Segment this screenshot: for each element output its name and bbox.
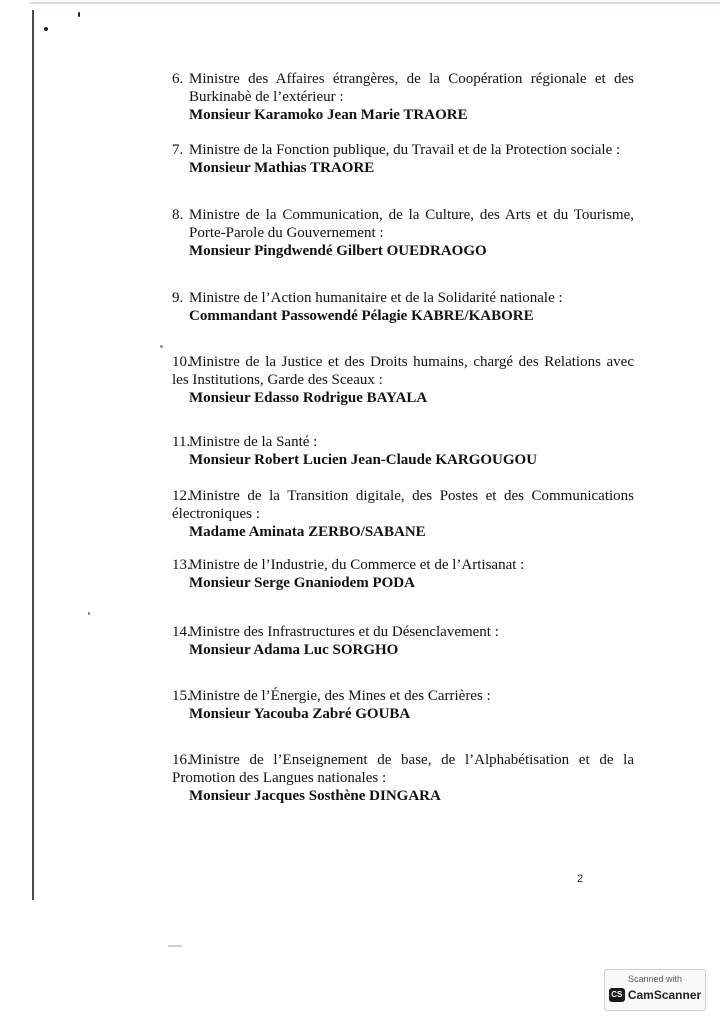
ministry-title: Ministre de l’Énergie, des Mines et des Carrières : [189, 688, 491, 704]
list-item [172, 70, 634, 124]
item-number: 8. [172, 207, 184, 223]
minister-name: Monsieur Serge Gnaniodem PODA [189, 575, 415, 591]
camscanner-logo-icon: CS [609, 988, 625, 1002]
scan-mark [168, 945, 182, 947]
item-number: 7. [172, 142, 184, 158]
item-number: 14. [172, 624, 191, 640]
list-item [172, 487, 634, 541]
minister-name: Commandant Passowendé Pélagie KABRE/KABORE [189, 308, 534, 324]
minister-name: Monsieur Robert Lucien Jean-Claude KARGOUGOU [189, 452, 538, 468]
item-number: 16. [172, 752, 191, 768]
item-number: 11. [172, 434, 191, 450]
list-item [172, 289, 563, 325]
minister-name: Monsieur Pingdwendé Gilbert OUEDRAOGO [189, 243, 487, 259]
ministry-title: Ministre de l’Enseignement de base, de l’Alphabétisation et de la Promotion des Langues nationales : [172, 752, 634, 786]
item-number: 15. [172, 688, 191, 704]
ministry-title: Ministre de la Justice et des Droits humains, chargé des Relations avec les Institutions, Garde des Sceaux : [172, 354, 634, 388]
camscanner-brand: CamScanner [627, 988, 702, 1002]
minister-name: Madame Aminata ZERBO/SABANE [189, 524, 426, 540]
item-number: 9. [172, 290, 184, 306]
list-item [172, 556, 524, 592]
scan-speck [44, 27, 48, 31]
scan-speck [78, 12, 80, 17]
camscanner-brand-row [605, 988, 705, 1002]
scan-top-edge [30, 2, 720, 4]
ministry-title: Ministre de la Fonction publique, du Travail et de la Protection sociale : [189, 142, 621, 158]
item-number: 6. [172, 71, 184, 87]
list-item [172, 687, 491, 723]
minister-name: Monsieur Karamoko Jean Marie TRAORE [189, 107, 468, 123]
minister-name: Monsieur Yacouba Zabré GOUBA [189, 706, 411, 722]
list-item [172, 751, 634, 805]
scanned-with-caption: Scanned with [627, 974, 683, 984]
ministry-title: Ministre de la Transition digitale, des Postes et des Communications électroniques : [172, 488, 634, 522]
scan-left-edge [32, 10, 34, 900]
list-item [172, 433, 537, 469]
scan-speck [160, 345, 163, 348]
ministry-title: Ministre de la Santé : [189, 434, 318, 450]
ministry-title: Ministre de la Communication, de la Culture, des Arts et du Tourisme, Porte-Parole du Gouvernement : [189, 207, 634, 241]
list-item [172, 623, 499, 659]
item-number: 10. [172, 354, 191, 370]
camscanner-badge [604, 969, 706, 1011]
minister-name: Monsieur Adama Luc SORGHO [189, 642, 399, 658]
ministry-title: Ministre des Infrastructures et du Désenclavement : [189, 624, 499, 640]
list-item [172, 141, 620, 177]
minister-name: Monsieur Mathias TRAORE [189, 160, 375, 176]
list-item [172, 206, 634, 260]
item-number: 12. [172, 488, 191, 504]
scan-speck [88, 612, 90, 615]
list-item [172, 353, 634, 407]
page-number: 2 [577, 873, 584, 885]
ministry-title: Ministre des Affaires étrangères, de la Coopération régionale et des Burkinabè de l’extérieur : [189, 71, 634, 105]
minister-name: Monsieur Edasso Rodrigue BAYALA [189, 390, 428, 406]
ministry-title: Ministre de l’Industrie, du Commerce et de l’Artisanat : [189, 557, 525, 573]
minister-name: Monsieur Jacques Sosthène DINGARA [189, 788, 441, 804]
ministry-title: Ministre de l’Action humanitaire et de la Solidarité nationale : [189, 290, 563, 306]
item-number: 13. [172, 557, 191, 573]
